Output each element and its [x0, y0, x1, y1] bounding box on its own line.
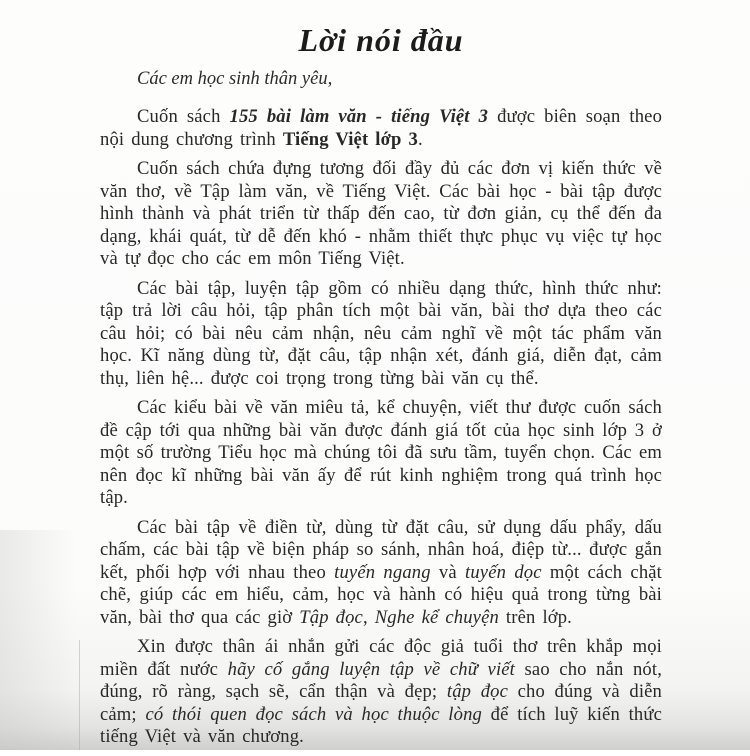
text-run: được biên soạn theo nội dung chương trình: [100, 106, 663, 150]
text-run: Nghe kể chuyện: [374, 606, 499, 628]
text-run: .: [418, 128, 423, 150]
text-run: trên lớp.: [498, 606, 572, 628]
text-run: Các bài tập về điền từ, dùng từ đặt câu, sử dụng dấu phẩy, dấu chấm, các bài tập về biện pháp so sánh, nhân hoá, điệp từ... được gắn kết, phối hợp với nhau theo: [100, 516, 662, 583]
text-run: sao cho nắn nót, đúng, rõ ràng, sạch sẽ, cẩn thận và đẹp;: [100, 658, 662, 702]
text-run: hãy cố gắng luyện tập về chữ viết: [227, 658, 515, 680]
page-content: [100, 0, 662, 756]
text-run: Các kiểu bài về văn miêu tả, kể chuyện, viết thư được cuốn sách đề cập tới qua những bài văn được đánh giá tốt của học sinh lớp 3 ở một số trường Tiểu học mà chúng tôi đã sưu tầm, tuyển chọn. Các em nên đọc kĩ những bài văn ấy để rút kinh nghiệm trong quá trình học tập.: [100, 397, 662, 508]
text-run: tập đọc: [446, 681, 508, 702]
text-run: tuyến ngang: [334, 561, 431, 583]
text-run: Các bài tập, luyện tập gồm có nhiều dạng thức, hình thức như: tập trả lời câu hỏi, tập phân tích một bài văn, bài thơ dựa theo các câu hỏi; có bài nêu cảm nhận, nêu cảm nghĩ về một tác phẩm văn học. Kĩ năng dùng từ, đặt câu, tập nhận xét, đánh giá, diễn đạt, cảm thụ, liên hệ... được coi trọng trong từng bài văn cụ thể.: [100, 277, 662, 389]
text-run: một cách chặt chẽ, giúp các em hiểu, cảm, học và hành có hiệu quả trong từng bài văn, bài thơ qua các giờ: [100, 561, 662, 628]
page-edge-shadow: [79, 640, 80, 750]
text-run: cho đúng và diễn cảm;: [100, 681, 662, 725]
text-run: và: [430, 561, 466, 583]
text-run: Cuốn sách: [137, 106, 230, 127]
text-run: Cuốn sách chứa đựng tương đối đầy đủ các đơn vị kiến thức về văn thơ, về Tập làm văn, về Tiếng Việt. Các bài học - bài tập được hình thành và phát triển từ thấp đến cao, từ đơn giản, cụ thể đến đa dạng, khái quát, từ dễ đến khó - nhằm thiết thực phục vụ việc tự học và tự đọc cho các em môn Tiếng Việt.: [100, 158, 662, 269]
paragraph: [100, 106, 662, 151]
body-paragraphs: [100, 106, 662, 749]
text-run: tuyến dọc: [465, 561, 542, 583]
salutation-line: Các em học sinh thân yêu,: [137, 69, 333, 89]
text-run: Tập đọc: [299, 606, 363, 628]
paragraph: [100, 636, 662, 749]
paragraph: [100, 278, 662, 391]
paragraph: [100, 397, 662, 510]
text-run: Tiếng Việt lớp 3: [282, 128, 418, 150]
text-run: có thói quen đọc sách và học thuộc lòng: [145, 703, 482, 725]
text-run: 155 bài làm văn - tiếng Việt 3: [229, 106, 489, 127]
text-run: Xin được thân ái nhắn gửi các độc giả tuổi thơ trên khắp mọi miền đất nước: [100, 636, 662, 680]
paragraph: [100, 517, 662, 630]
text-run: ,: [362, 606, 375, 628]
text-run: để tích luỹ kiến thức tiếng Việt và văn chương.: [100, 703, 662, 747]
paragraph: [100, 158, 662, 271]
page-title: Lời nói đầu: [298, 22, 464, 58]
